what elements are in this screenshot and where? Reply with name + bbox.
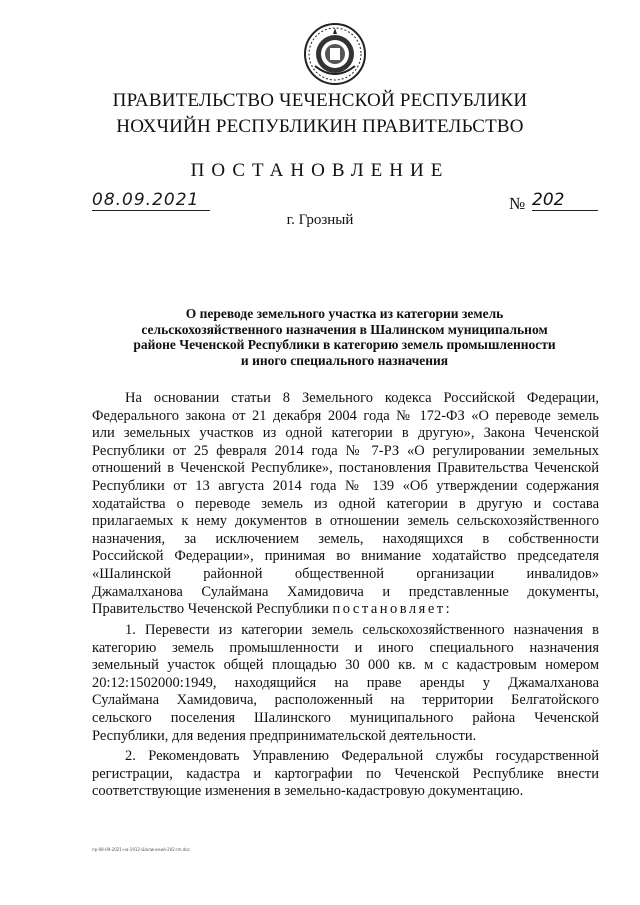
text-line: ходатайства о переводе земель из одной категории в другую и состава	[92, 495, 599, 512]
document-title	[92, 306, 597, 368]
text-line: отношений в Чеченской Республике», постановления Правительства Чеченской	[92, 460, 599, 477]
file-path-footer: пр-08-09-2021-на-1912-Шалинский-202-пп.doc	[92, 847, 190, 852]
text-line: Российской Федерации», принимая во внимание ходатайство председателя	[92, 548, 599, 565]
text-line: 2. Рекомендовать Управлению Федеральной службы государственной	[125, 748, 599, 764]
text-line: прилагаемых к нему документов в отношении земель сельскохозяйственного	[92, 513, 599, 530]
text-line: соответствующие изменения в земельно-кадастровую документацию.	[92, 783, 524, 800]
text-line: Джамалханова Сулаймана Хамидовича и представленные документы,	[92, 583, 599, 600]
text-line: 20:12:1502000:1949, находящийся на праве аренды у Джамалханова	[92, 674, 599, 691]
document-type: ПОСТАНОВЛЕНИЕ	[190, 160, 450, 181]
coat-of-arms-icon	[303, 22, 367, 86]
number-sign: №	[509, 194, 526, 213]
title-line: сельскохозяйственного назначения в Шалинском муниципальном	[141, 321, 548, 337]
city: г. Грозный	[286, 212, 354, 228]
text-line: Республики от 25 февраля 2014 года № 7-РЗ «О регулировании земельных	[92, 442, 599, 459]
document-number: 202	[532, 190, 598, 211]
text-line: «Шалинской районной общественной организации инвалидов»	[92, 565, 599, 582]
document-date: 08.09.2021	[92, 190, 210, 211]
government-name-chechen: НОХЧИЙН РЕСПУБЛИКИН ПРАВИТЕЛЬСТВО	[116, 116, 524, 137]
text-line	[92, 601, 599, 619]
government-name-russian: ПРАВИТЕЛЬСТВО ЧЕЧЕНСКОЙ РЕСПУБЛИКИ	[112, 90, 528, 111]
text-line: Сулаймана Хамидовича, расположенный на территории Белгатойского	[92, 692, 599, 709]
text-line: земельный участок общей площадью 30 000 кв. м с кадастровым номером	[92, 657, 599, 674]
text-line: Федерального закона от 21 декабря 2004 года № 172-ФЗ «О переводе земель	[92, 407, 599, 424]
title-line: районе Чеченской Республики в категорию земель промышленности	[133, 337, 556, 352]
text-line: Республики от 13 августа 2014 года № 139 «Об утверждении содержания	[92, 477, 599, 494]
text-line: 1. Перевести из категории земель сельскохозяйственного назначения в	[125, 622, 599, 638]
text-line: Республики, для ведения предпринимательской деятельности.	[92, 727, 477, 744]
paragraph-item-2	[92, 748, 599, 801]
title-line: и иного специального назначения	[240, 352, 449, 368]
paragraph-preamble	[92, 390, 599, 619]
text-line: На основании статьи 8 Земельного кодекса Российской Федерации,	[125, 390, 599, 406]
paragraph-item-1	[92, 622, 599, 745]
text-line: категорию земель промышленности и иного специального назначения	[92, 639, 599, 656]
resolution-prefix: Правительство Чеченской Республики	[92, 601, 333, 618]
title-line: О переводе земельного участка из категории земель	[185, 306, 504, 321]
text-line: сельского поселения Шалинского муниципального района Чеченской	[92, 709, 599, 726]
resolution-verb: постановляет:	[332, 601, 453, 618]
text-line: регистрации, кадастра и картографии по Чеченской Республике внести	[92, 765, 599, 782]
text-line: назначения, за исключением земель, находящихся в собственности	[92, 530, 599, 547]
text-line: или земельных участков из одной категории в другую», Закона Чеченской	[92, 425, 599, 442]
